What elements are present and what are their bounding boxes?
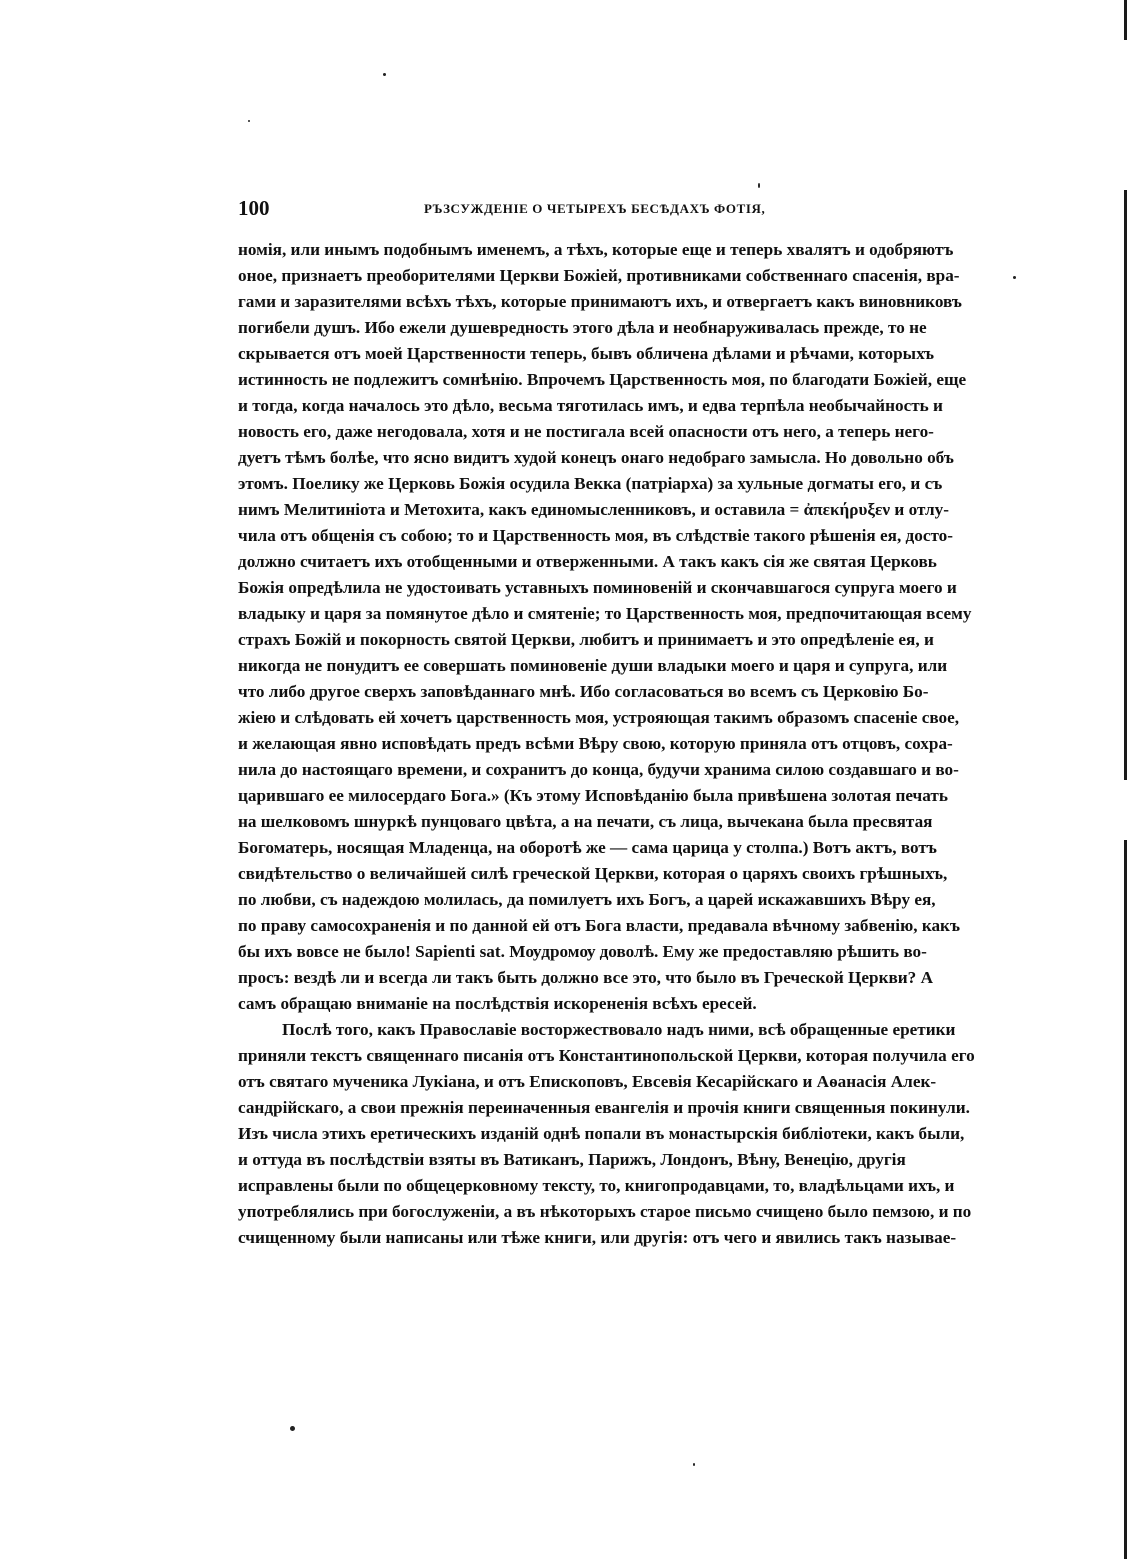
text-line: свидѣтельство о величайшей силѣ греческой Церкви, которая о царяхъ своихъ грѣшныхъ, xyxy=(238,864,948,883)
paragraph-2 xyxy=(238,1017,988,1251)
text-line: должно считаетъ ихъ отобщенными и отверженными. А такъ какъ сія же святая Церковь xyxy=(238,552,937,571)
page-number: 100 xyxy=(238,196,270,220)
text-line: нила до настоящаго времени, и сохранитъ до конца, будучи хранима силою создавшаго и во- xyxy=(238,760,959,779)
text-line: употреблялись при богослуженіи, а въ нѣкоторыхъ старое письмо счищено было пемзою, и по xyxy=(238,1202,972,1221)
text-line: скрывается отъ моей Царственности теперь, бывъ обличена дѣлами и рѣчами, которыхъ xyxy=(238,344,935,363)
text-line: счищенному были написаны или тѣже книги, или другія: отъ чего и явились такъ называе- xyxy=(238,1228,957,1247)
text-line: самъ обращаю вниманіе на послѣдствія искорененія всѣхъ ересей. xyxy=(238,994,757,1013)
text-line: оное, признаетъ преоборителями Церкви Божіей, противниками собственнаго спасенія, вра- xyxy=(238,266,960,285)
scan-speck xyxy=(758,183,760,188)
page-header xyxy=(238,196,988,222)
text-line: на шелковомъ шнуркѣ пунцоваго цвѣта, а на печати, съ лица, вычекана была пресвятая xyxy=(238,812,933,831)
text-line: жіею и слѣдовать ей хочетъ царственность моя, устрояющая такимъ образомъ спасеніе свое, xyxy=(238,708,960,727)
text-line: и тогда, когда началось это дѣло, весьма тяготилась имъ, и едва терпѣла необычайность и xyxy=(238,396,943,415)
text-line: и оттуда въ послѣдствіи взяты въ Ватиканъ, Парижъ, Лондонъ, Вѣну, Венецію, другія xyxy=(238,1150,906,1169)
text-line: владыку и царя за помянутое дѣло и смятеніе; то Царственность моя, предпочитающая всему xyxy=(238,604,972,623)
text-line: погибели душъ. Ибо ежели душевредность этого дѣла и необнаруживалась прежде, то не xyxy=(238,318,927,337)
text-line: что либо другое сверхъ заповѣданнаго мнѣ. Ибо согласоваться во всемъ съ Церковію Бо- xyxy=(238,682,929,701)
text-line: страхъ Божій и покорность святой Церкви, любитъ и принимаетъ и это опредѣленіе ея, и xyxy=(238,630,934,649)
text-line: Богоматерь, носящая Младенца, на оборотѣ же — сама царица у столпа.) Вотъ актъ, вотъ xyxy=(238,838,937,857)
text-line: просъ: вездѣ ли и всегда ли такъ быть должно все это, что было въ Греческой Церкви? А xyxy=(238,968,933,987)
text-line: исправлены были по общецерковному тексту, то, книгопродавцами, то, владѣльцами ихъ, и xyxy=(238,1176,955,1195)
text-line: номія, или инымъ подобнымъ именемъ, а тѣхъ, которые еще и теперь хвалятъ и одобряютъ xyxy=(238,240,954,259)
text-line: этомъ. Поелику же Церковь Божія осудила Векка (патріарха) за хульные догматы его, и съ xyxy=(238,474,943,493)
scan-speck xyxy=(1013,276,1016,279)
text-line: Послѣ того, какъ Православіе восторжествовало надъ ними, всѣ обращенные еретики xyxy=(282,1020,956,1039)
text-line: чила отъ общенія съ собою; то и Царственность моя, въ слѣдствіе такого рѣшенія ея, досто- xyxy=(238,526,953,545)
body-text xyxy=(238,237,988,1251)
scan-edge-gap xyxy=(1120,40,1132,190)
scan-speck xyxy=(248,120,250,122)
text-line: гами и заразителями всѣхъ тѣхъ, которые принимаютъ ихъ, и отвергаетъ какъ виновниковъ xyxy=(238,292,962,311)
scan-speck xyxy=(290,1426,295,1431)
running-title: РЪЗСУЖДЕНІЕ О ЧЕТЫРЕХЪ БЕСѢДАХЪ ФОТІЯ, xyxy=(424,201,766,216)
text-line: новость его, даже негодовала, хотя и не постигала всей опасности отъ него, а теперь него- xyxy=(238,422,934,441)
text-line: сандрійскаго, а свои прежнія переиначенныя евангелія и прочія книги священныя покинули. xyxy=(238,1098,970,1117)
text-line: Божія опредѣлила не удостоивать уставныхъ поминовеній и скончавшагося супруга моего и xyxy=(238,578,957,597)
scan-speck xyxy=(693,1463,695,1466)
scan-speck xyxy=(383,73,386,76)
text-line: истинность не подлежитъ сомнѣнію. Впрочемъ Царственность моя, по благодати Божіей, еще xyxy=(238,370,967,389)
text-line: приняли текстъ священнаго писанія отъ Константинопольской Церкви, которая получила его xyxy=(238,1046,975,1065)
text-line: по любви, съ надеждою молилась, да помилуетъ ихъ Богъ, а царей искажавшихъ Вѣру ея, xyxy=(238,890,936,909)
scan-edge-gap xyxy=(1120,780,1132,840)
text-line: бы ихъ вовсе не было! Sapienti sat. Мѹдромѹ доволѣ. Ему же предоставляю рѣшить во- xyxy=(238,942,927,961)
text-line: царившаго ее милосердаго Бога.» (Къ этому Исповѣданію была привѣшена золотая печать xyxy=(238,786,948,805)
text-line: нимъ Мелитиніота и Метохита, какъ единомысленниковъ, и оставила = ἀπεκήρυξεν и отлу- xyxy=(238,500,949,519)
text-line: дуетъ тѣмъ болѣе, что ясно видитъ худой конецъ онаго недобраго замысла. Но довольно объ xyxy=(238,448,954,467)
text-line: никогда не понудитъ ее совершать поминовеніе души владыки моего и царя и супруга, или xyxy=(238,656,948,675)
text-line: и желающая явно исповѣдать предъ всѣми Вѣру свою, которую приняла отъ отцовъ, сохра- xyxy=(238,734,953,753)
text-line: Изъ числа этихъ еретическихъ изданій однѣ попали въ монастырскія библіотеки, какъ были, xyxy=(238,1124,965,1143)
text-line: по праву самосохраненія и по данной ей отъ Бога власти, предавала вѣчному забвенію, какъ xyxy=(238,916,960,935)
text-line: отъ святаго мученика Лукіана, и отъ Епископовъ, Евсевія Кесарійскаго и Аѳанасія Алек- xyxy=(238,1072,937,1091)
paragraph-1 xyxy=(238,237,988,1017)
